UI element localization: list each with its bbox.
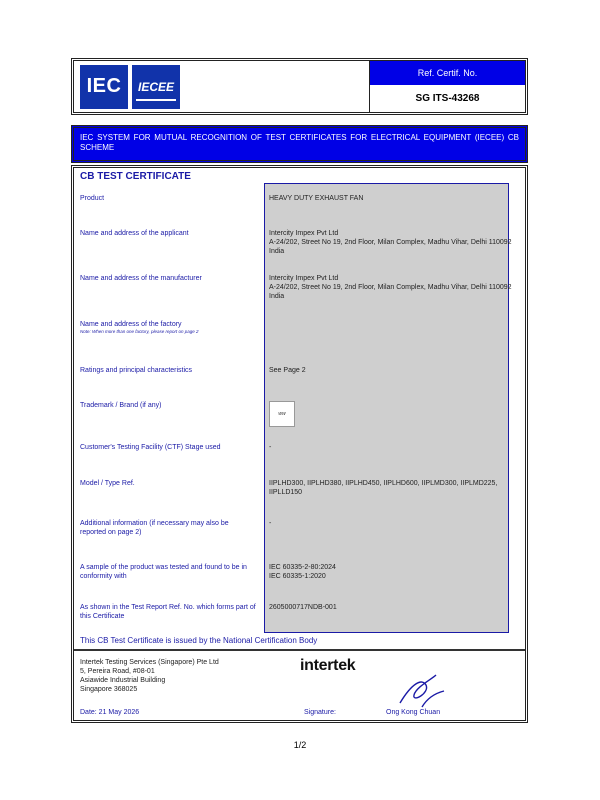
field-value: 2605000717NDB-001	[269, 604, 337, 611]
intertek-logo: intertek	[300, 657, 356, 674]
field-label: Model / Type Ref.	[80, 480, 135, 487]
field-label: Product	[80, 195, 105, 202]
signature-label: Signature:	[304, 709, 336, 716]
certificate-header	[71, 58, 528, 115]
certificate-footer	[74, 649, 525, 720]
ref-label: Ref. Certif. No.	[370, 61, 525, 85]
issuer-address: Intertek Testing Services (Singapore) Pte Ltd 5, Pereira Road, #08-01 Asiawide Industrial Building Singapore 368025	[80, 659, 219, 694]
certificate-body	[71, 165, 528, 723]
system-banner: IEC SYSTEM FOR MUTUAL RECOGNITION OF TEST CERTIFICATES FOR ELECTRICAL EQUIPMENT (IECEE) CB SCHEME	[71, 125, 528, 163]
certificate-title: CB TEST CERTIFICATE	[80, 171, 191, 182]
field-value: Intercity Impex Pvt Ltd A-24/202, Street No 19, 2nd Floor, Milan Complex, Madhu Vihar, Delhi 110092 India	[269, 230, 512, 256]
iec-logo	[80, 65, 128, 109]
field-label: Additional information (if necessary may also be reported on page 2)	[80, 520, 229, 537]
iecee-logo	[132, 65, 180, 109]
field-value: -	[269, 520, 272, 527]
field-value: IEC 60335-2-80:2024 IEC 60335-1:2020	[269, 564, 336, 581]
field-value: Intercity Impex Pvt Ltd A-24/202, Street No 19, 2nd Floor, Milan Complex, Madhu Vihar, Delhi 110092 India	[269, 275, 512, 301]
reference-box	[370, 61, 525, 112]
field-value: -	[269, 444, 272, 451]
field-value: HEAVY DUTY EXHAUST FAN	[269, 195, 364, 202]
field-value: See Page 2	[269, 367, 306, 374]
page-number: 1/2	[293, 740, 307, 750]
field-label: Customer's Testing Facility (CTF) Stage used	[80, 444, 221, 451]
iec-logo-text: IEC	[86, 75, 122, 97]
field-note: Note: When more than one factory, please report on page 2	[80, 329, 199, 335]
issue-date: Date: 21 May 2026	[80, 709, 140, 716]
issued-by-statement: This CB Test Certificate is issued by the National Certification Body	[80, 636, 318, 645]
iecee-logo-text: IECEE	[137, 79, 174, 94]
field-value	[269, 401, 514, 427]
ref-number: SG ITS-43268	[370, 85, 525, 112]
field-label: As shown in the Test Report Ref. No. which forms part of this Certificate	[80, 604, 256, 621]
signer-name: Ong Kong Chuan	[386, 709, 441, 716]
brand-logo-icon: ww	[269, 401, 295, 427]
field-label: A sample of the product was tested and found to be in conformity with	[80, 564, 247, 581]
field-label-text: Name and address of the factory	[80, 321, 182, 328]
field-label: Trademark / Brand (if any)	[80, 402, 162, 409]
field-label: Name and address of the manufacturer	[80, 275, 202, 282]
field-label: Ratings and principal characteristics	[80, 367, 193, 374]
field-label: Name and address of the applicant	[80, 230, 189, 237]
field-label	[80, 320, 256, 335]
field-value: IIPLHD300, IIPLHD380, IIPLHD450, IIPLHD600, IIPLMD300, IIPLMD225, IIPLLD150	[269, 480, 498, 497]
signature-icon	[392, 673, 452, 713]
logo-area	[74, 61, 370, 112]
